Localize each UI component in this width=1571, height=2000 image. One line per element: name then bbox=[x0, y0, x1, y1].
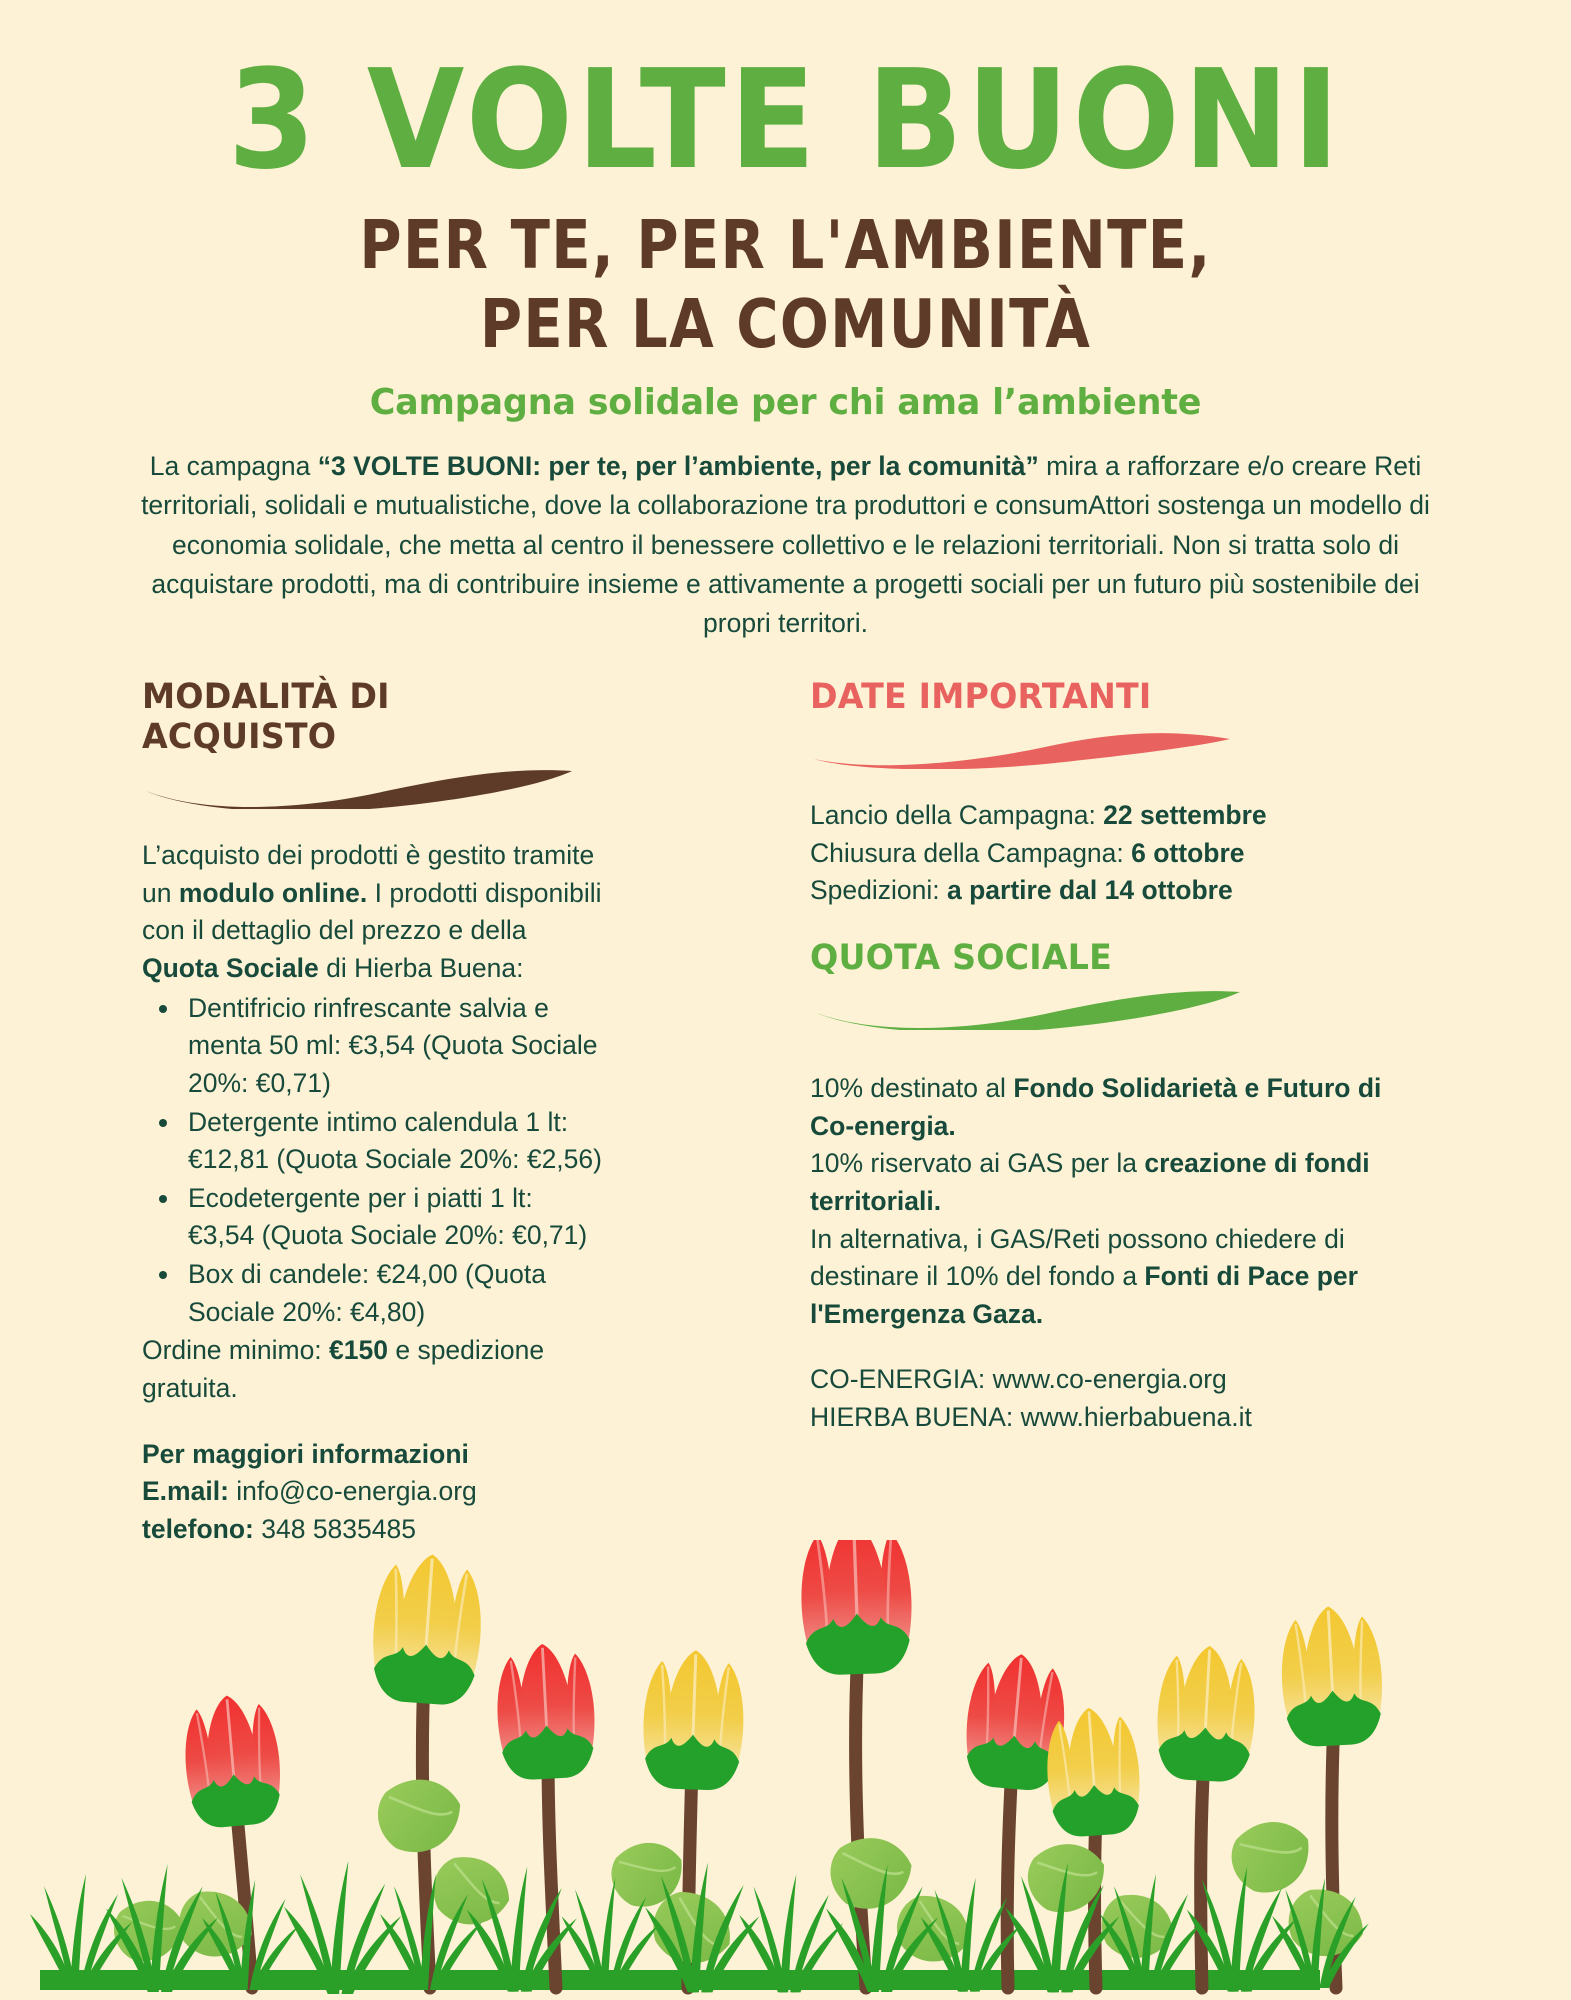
intro-part-1: La campagna bbox=[149, 451, 318, 482]
date-label: Lancio della Campagna: bbox=[810, 800, 1104, 831]
minimum-order-line bbox=[142, 1332, 605, 1407]
date-value: a partire dal 14 ottobre bbox=[947, 875, 1233, 906]
date-label: Spedizioni: bbox=[810, 875, 948, 906]
purchase-text-a: L’acquisto dei prodotti è gestito tramite un bbox=[142, 840, 595, 908]
quota-p1-b: Fondo Solidarietà e Futuro di Co-energia. bbox=[810, 1073, 1382, 1141]
intro-part-2: mira a rafforzare e/o creare Reti territoriali, solidali e mutualistiche, dove la collaborazione tra produttori e consumAttori sostenga un modello di economia solidale, che metta al centro il benessere collettivo e le relazioni territoriali. Non si tratta solo di acquistare prodotti, ma di contribuire insieme e attivamente a progetti sociali per un futuro più sostenibile dei propri territori. bbox=[141, 451, 1430, 638]
link-hierba-buena[interactable]: HIERBA BUENA: www.hierbabuena.it bbox=[810, 1402, 1252, 1433]
page-title: 3 VOLTE BUONI bbox=[227, 41, 1344, 200]
contact-heading: Per maggiori informazioni bbox=[142, 1438, 469, 1469]
email-value[interactable]: info@co-energia.org bbox=[228, 1476, 477, 1507]
date-label: Chiusura della Campagna: bbox=[810, 837, 1132, 868]
contact-block bbox=[142, 1436, 605, 1549]
phone-value[interactable]: 348 5835485 bbox=[253, 1513, 416, 1544]
subtitle-line-1: PER TE, PER L'AMBIENTE, bbox=[359, 206, 1212, 285]
content-columns bbox=[0, 677, 1571, 1548]
product-list bbox=[142, 990, 605, 1332]
list-item: • Dentifricio rinfrescante salvia e menta 50 ml: €3,54 (Quota Sociale 20%: €0,71) bbox=[182, 990, 605, 1103]
quota-p1-a: 10% destinato al bbox=[810, 1073, 1014, 1104]
tulip-garden-illustration bbox=[0, 1540, 1571, 2000]
purchase-description bbox=[142, 837, 605, 988]
quota-p3-a: In alternativa, i GAS/Reti possono chiedere di destinare il 10% del fondo a bbox=[810, 1223, 1345, 1292]
date-value: 22 settembre bbox=[1103, 800, 1267, 831]
tagline: Campagna solidale per chi ama l’ambiente bbox=[369, 382, 1202, 424]
list-item: • Detergente intimo calendula 1 lt: €12,81 (Quota Sociale 20%: €2,56) bbox=[182, 1104, 605, 1179]
section-heading-dates: DATE IMPORTANTI bbox=[810, 677, 1152, 718]
purchase-modulo-online: modulo online. bbox=[178, 877, 368, 908]
quota-paragraph-2 bbox=[810, 1145, 1405, 1220]
page-subtitle bbox=[110, 206, 1461, 364]
column-dates-quota bbox=[605, 677, 1405, 1548]
quota-p3-b: Fonti di Pace per l'Emergenza Gaza. bbox=[810, 1261, 1358, 1329]
poster-header bbox=[0, 0, 1571, 423]
purchase-quota-sociale: Quota Sociale bbox=[142, 953, 319, 984]
dates-list bbox=[810, 797, 1405, 910]
column-purchase bbox=[0, 677, 605, 1548]
purchase-text-c: I prodotti disponibili con il dettaglio del prezzo e della bbox=[142, 877, 602, 946]
swoosh-brown-icon bbox=[142, 761, 612, 809]
swoosh-red-icon bbox=[810, 721, 1240, 769]
quota-paragraph-1 bbox=[810, 1070, 1405, 1145]
date-value: 6 ottobre bbox=[1131, 837, 1245, 868]
min-order-suffix: e spedizione gratuita. bbox=[142, 1335, 545, 1403]
purchase-text-e: di Hierba Buena: bbox=[318, 953, 524, 984]
link-co-energia[interactable]: CO-ENERGIA: www.co-energia.org bbox=[810, 1364, 1227, 1395]
email-label: E.mail: bbox=[142, 1476, 229, 1507]
website-links bbox=[810, 1361, 1405, 1436]
date-row bbox=[810, 800, 1267, 830]
quota-p2-b: creazione di fondi territoriali. bbox=[810, 1148, 1370, 1216]
intro-campaign-name: “3 VOLTE BUONI: per te, per l’ambiente, per la comunità” bbox=[317, 451, 1039, 482]
swoosh-green-icon bbox=[810, 982, 1280, 1030]
quota-p2-a: 10% riservato ai GAS per la bbox=[810, 1148, 1145, 1179]
date-row bbox=[810, 838, 1245, 868]
intro-paragraph bbox=[136, 447, 1436, 643]
list-item: • Box di candele: €24,00 (Quota Sociale 20%: €4,80) bbox=[182, 1256, 605, 1331]
phone-label: telefono: bbox=[142, 1513, 254, 1544]
date-row bbox=[810, 875, 1233, 905]
subtitle-line-2: PER LA COMUNITÀ bbox=[479, 285, 1092, 364]
list-item: • Ecodetergente per i piatti 1 lt: €3,54 (Quota Sociale 20%: €0,71) bbox=[182, 1180, 605, 1255]
section-heading-quota: QUOTA SOCIALE bbox=[810, 938, 1113, 979]
min-order-amount: €150 bbox=[329, 1335, 388, 1366]
section-heading-purchase: MODALITÀ DI ACQUISTO bbox=[142, 677, 390, 758]
quota-paragraph-3 bbox=[810, 1221, 1405, 1334]
min-order-label: Ordine minimo: bbox=[142, 1335, 330, 1366]
